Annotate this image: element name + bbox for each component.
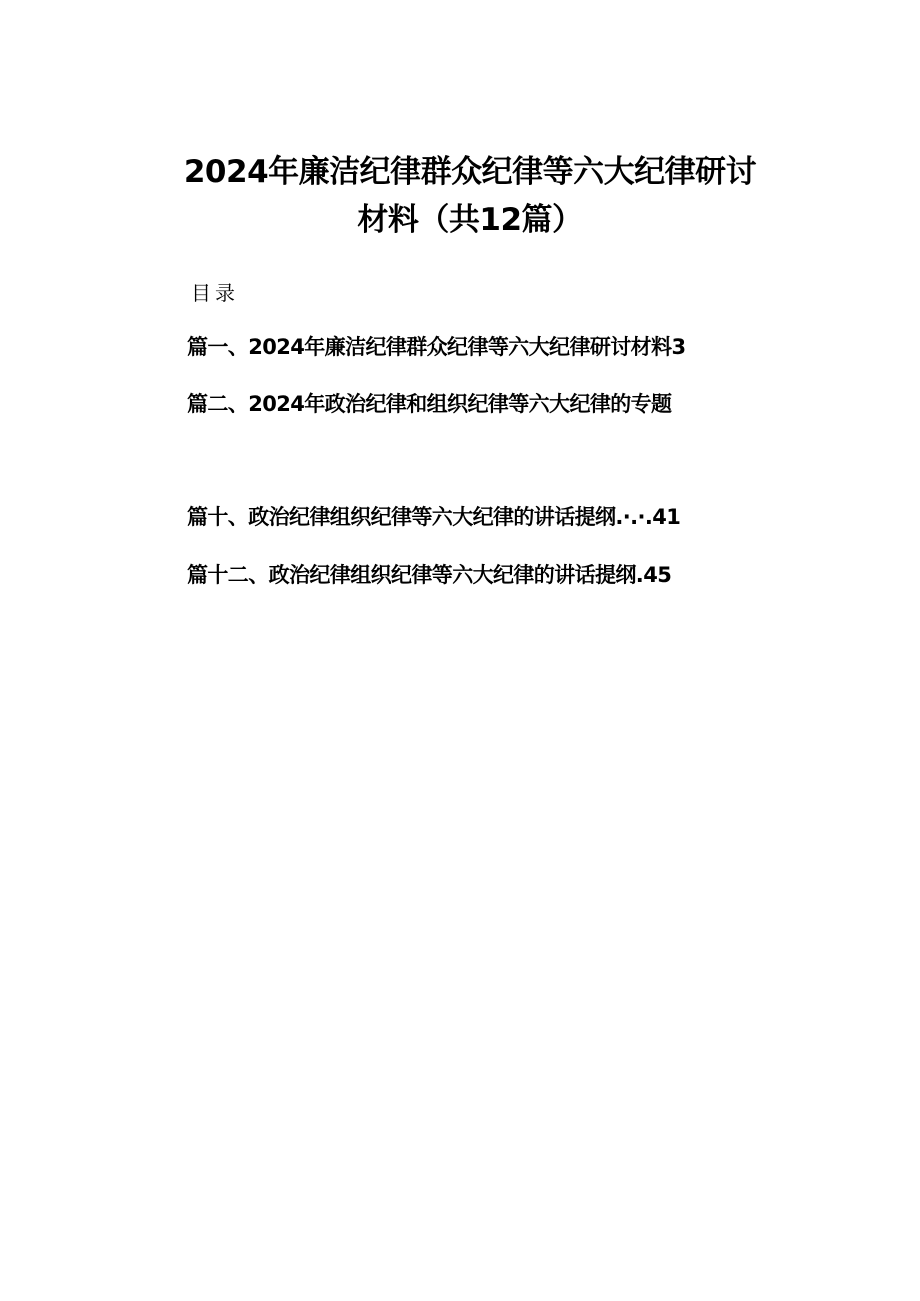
toc-item-2[interactable] bbox=[187, 390, 671, 418]
toc-item-text: 政治纪律组织纪律等六大纪律的讲话提纲.·.·. bbox=[248, 505, 653, 529]
title-line-1: 2024年廉洁纪律群众纪律等六大纪律研讨 bbox=[183, 154, 757, 190]
toc-item-1[interactable] bbox=[187, 333, 685, 361]
toc-item-label: 篇十二、 bbox=[187, 563, 269, 587]
toc-item-text: 2024年廉洁纪律群众纪律等六大纪律研讨材料 bbox=[248, 335, 672, 359]
toc-item-label: 篇十、 bbox=[187, 505, 249, 529]
toc-item-page: 3 bbox=[671, 335, 686, 359]
document-title bbox=[150, 148, 790, 244]
toc-item-page: 41 bbox=[652, 505, 681, 529]
toc-item-label: 篇二、 bbox=[187, 392, 249, 416]
toc-item-text: 政治纪律组织纪律等六大纪律的讲话提纲. bbox=[268, 563, 644, 587]
toc-item-4[interactable] bbox=[187, 561, 671, 589]
toc-heading: 目录 bbox=[191, 281, 239, 305]
title-line-2: 材料（共12篇） bbox=[357, 202, 583, 238]
toc-item-text: 2024年政治纪律和组织纪律等六大纪律的专题 bbox=[248, 392, 672, 416]
toc-item-3[interactable] bbox=[187, 503, 680, 531]
toc-item-page: 45 bbox=[643, 563, 672, 587]
toc-item-label: 篇一、 bbox=[187, 335, 249, 359]
